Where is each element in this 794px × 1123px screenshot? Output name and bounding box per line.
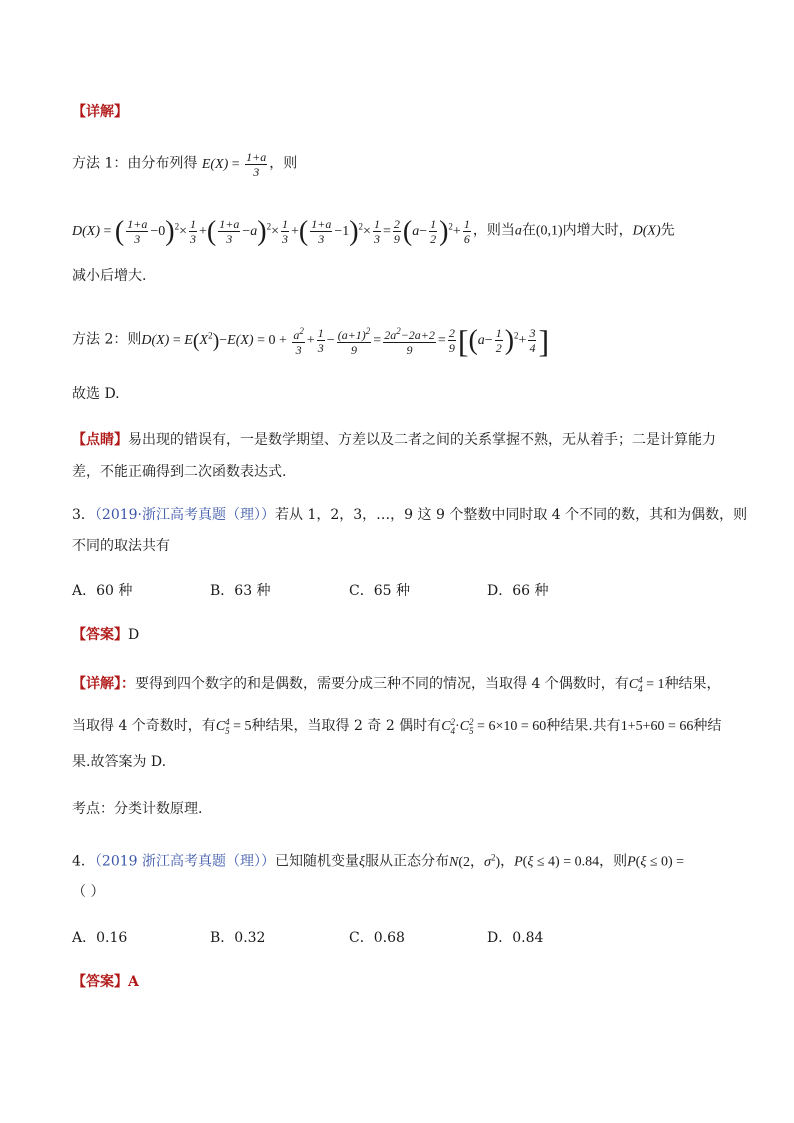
question-3-explanation-2: 当取得 4 个奇数时，有C4 5 = 5种结果，当取得 2 奇 2 偶时有C2 4·C2 5 = 6×10 = 60种结果.共有1+5+60 = 66种结 bbox=[72, 716, 722, 736]
method1-line: 方法 1：由分布列得 E(X) = $\frac{1+a}{3}$ ，则 bbox=[72, 150, 298, 179]
method2-line: 方法 2：则$D(X) = E(X^2)-E(X) = 0$ + $\frac{a^2}{3}$ + $\frac{1}{3}$ − $\frac{(a+1)^2}{9}$ = $\frac{2a^2-2a+2}{9}$ = $\frac{2}{9}$ [(a− $\frac{1}{2}$ )$^2$+ $\frac{3}{4}$ ] bbox=[72, 322, 550, 359]
explanation-tag: 【详解】 bbox=[72, 104, 128, 120]
answer-tag-2: 【答案】 bbox=[72, 974, 128, 990]
tip-line-2: 差，不能正确得到二次函数表达式. bbox=[72, 464, 287, 480]
choose-answer: 故选 D. bbox=[72, 386, 120, 402]
question-3-option-c[interactable]: C．65 种 bbox=[349, 583, 410, 599]
question-4-answer: 【答案】A bbox=[72, 974, 139, 990]
tip-tag: 【点睛】 bbox=[72, 432, 128, 448]
question-3-line-2: 不同的取法共有 bbox=[72, 538, 170, 554]
formula-dx: D(X) = ( $\frac{1+a}{3}$ −0)$^2$× $\frac{1}{3}$ +( $\frac{1+a}{3}$ −a)$^2$× $\frac{1}{3}$ +( $\frac{1+a}{3}$ −1)$^2$× $\frac{1}{3}$ = $\frac{2}{9}$ (a− $\frac{1}{2}$ )$^2$+ $\frac{1}{6}$ bbox=[72, 215, 470, 247]
formula-prob: P(ξ ≤ 4) = 0.84 bbox=[514, 854, 600, 870]
question-3-option-b[interactable]: B．63 种 bbox=[210, 583, 271, 599]
question-4-source: （2019 浙江高考真题（理）） bbox=[94, 853, 276, 870]
question-3-option-d[interactable]: D．66 种 bbox=[487, 583, 549, 599]
tip-line-1: 【点睛】易出现的错误有，一是数学期望、方差以及二者之间的关系掌握不熟，无从着手；二是计算能力 bbox=[72, 432, 716, 448]
question-3-explanation-1: 【详解】：要得到四个数字的和是偶数，需要分成三种不同的情况，当取得 4 个偶数时，有C4 4 = 1种结果， bbox=[72, 674, 721, 694]
question-3-line-1: 3．（2019·浙江高考真题（理））若从 1，2，3，…，9 这 9 个整数中同时取 4 个不同的数，其和为偶数，则 bbox=[72, 507, 748, 523]
variance-formula-line: D(X) = ( $\frac{1+a}{3}$ −0)$^2$× $\frac{1}{3}$ +( $\frac{1+a}{3}$ −a)$^2$× $\frac{1}{3}$ +( $\frac{1+a}{3}$ −1)$^2$× $\frac{1}{3}$ = $\frac{2}{9}$ (a− $\frac{1}{2}$ )$^2$+ $\frac{1}{6}$ ，则当a在(0,1)内增大时，D(X)先 bbox=[72, 215, 675, 247]
question-4-line-2: （ ） bbox=[72, 884, 105, 900]
question-3-kaodian: 考点：分类计数原理. bbox=[72, 801, 203, 817]
question-3-option-a[interactable]: A．60 种 bbox=[72, 583, 133, 599]
question-4-option-d[interactable]: D．0.84 bbox=[487, 930, 544, 946]
explanation-heading-1 bbox=[72, 102, 128, 122]
question-3-answer: 【答案】D bbox=[72, 627, 140, 643]
question-3-source: （2019·浙江高考真题（理）） bbox=[94, 507, 276, 523]
variance-conclusion: 减小后增大. bbox=[72, 268, 147, 284]
explanation-tag-2: 【详解】： bbox=[72, 676, 135, 692]
answer-tag: 【答案】 bbox=[72, 627, 128, 643]
formula-c44: C4 4 = 1 bbox=[628, 674, 665, 694]
formula-total: 1+5+60 = 66 bbox=[620, 719, 694, 734]
question-4-option-c[interactable]: C．0.68 bbox=[349, 930, 405, 946]
question-3-explanation-3: 果.故答案为 D. bbox=[72, 754, 167, 770]
question-4-line-1: 4．（2019 浙江高考真题（理））已知随机变量ξ服从正态分布N(2，$\sigma^2$)，P(ξ ≤ 4) = 0.84，则P(ξ ≤ 0) = bbox=[72, 852, 685, 870]
formula-ex: E(X) = $\frac{1+a}{3}$ bbox=[201, 150, 267, 179]
question-4-option-b[interactable]: B．0.32 bbox=[210, 930, 266, 946]
formula-c54: C4 5 = 5 bbox=[215, 716, 252, 736]
formula-method2: $D(X) = E(X^2)-E(X) = 0$ + $\frac{a^2}{3}$ + $\frac{1}{3}$ − $\frac{(a+1)^2}{9}$ = $\frac{2a^2-2a+2}{9}$ = $\frac{2}{9}$ [(a− $\frac{1}{2}$ )$^2$+ $\frac{3}{4}$ ] bbox=[141, 322, 550, 359]
formula-mixed: C2 4·C2 5 = 6×10 = 60 bbox=[441, 716, 547, 736]
question-4-option-a[interactable]: A．0.16 bbox=[72, 930, 128, 946]
formula-query: P(ξ ≤ 0) = bbox=[627, 854, 685, 870]
formula-normal: N(2，$\sigma^2$) bbox=[449, 852, 501, 870]
